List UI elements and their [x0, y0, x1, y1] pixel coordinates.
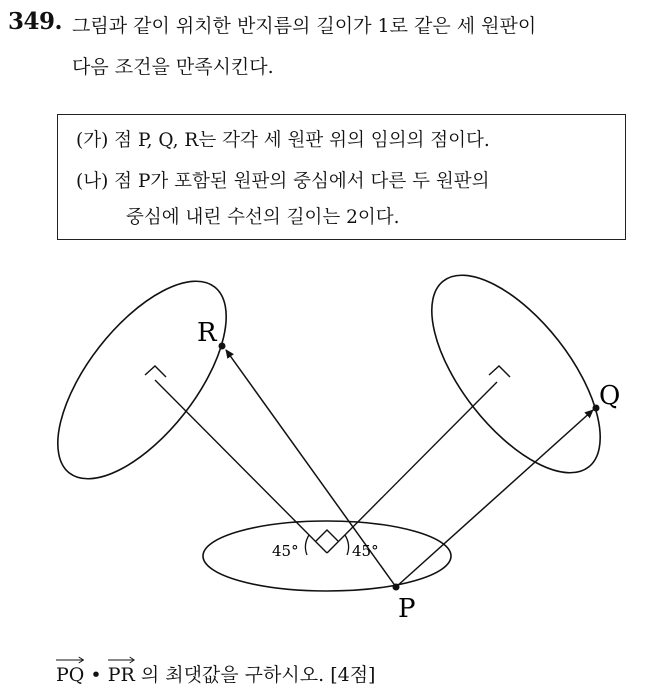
label-p: P [398, 594, 416, 624]
angle-arc-right [345, 535, 349, 555]
vector-arrow-icon [56, 655, 84, 665]
right-angle-mark-left [145, 366, 166, 377]
condition-ga: (가) 점 P, Q, R는 각각 세 원판 위의 임의의 점이다. [76, 130, 490, 151]
perpendicular-line-left [155, 380, 327, 553]
vector-pr [108, 658, 135, 686]
right-angle-mark-center [316, 530, 338, 541]
question-line [56, 658, 375, 687]
vector-pq [56, 658, 84, 686]
angle-label-right: 45° [352, 542, 379, 560]
question-text: 의 최댓값을 구하시오. [140, 664, 325, 686]
vector-pq-label: PQ [56, 664, 85, 686]
problem-stem-line-2: 다음 조건을 만족시킨다. [72, 56, 274, 78]
disc-r [27, 254, 257, 506]
question-points: [4점] [330, 664, 376, 686]
vector-pr-label: PR [107, 664, 135, 686]
problem-stem-line-1: 그림과 같이 위치한 반지름의 길이가 1로 같은 세 원판이 [72, 15, 537, 37]
disc-q [401, 248, 631, 500]
condition-na-continued: 중심에 내린 수선의 길이는 2이다. [126, 207, 400, 228]
dot-product-symbol: • [90, 664, 102, 686]
right-angle-mark-right [489, 366, 510, 377]
angle-label-left: 45° [272, 542, 299, 560]
problem-number: 349. [8, 8, 63, 35]
disc-p [203, 521, 451, 591]
vector-pq-arrow [396, 410, 593, 587]
vector-arrow-icon [108, 655, 135, 665]
point-p [393, 584, 400, 591]
point-r [219, 343, 226, 350]
angle-arc-left [305, 535, 309, 555]
label-r: R [197, 318, 217, 348]
label-q: Q [599, 381, 621, 411]
condition-na: (나) 점 P가 포함된 원판의 중심에서 다른 두 원판의 [76, 171, 490, 192]
